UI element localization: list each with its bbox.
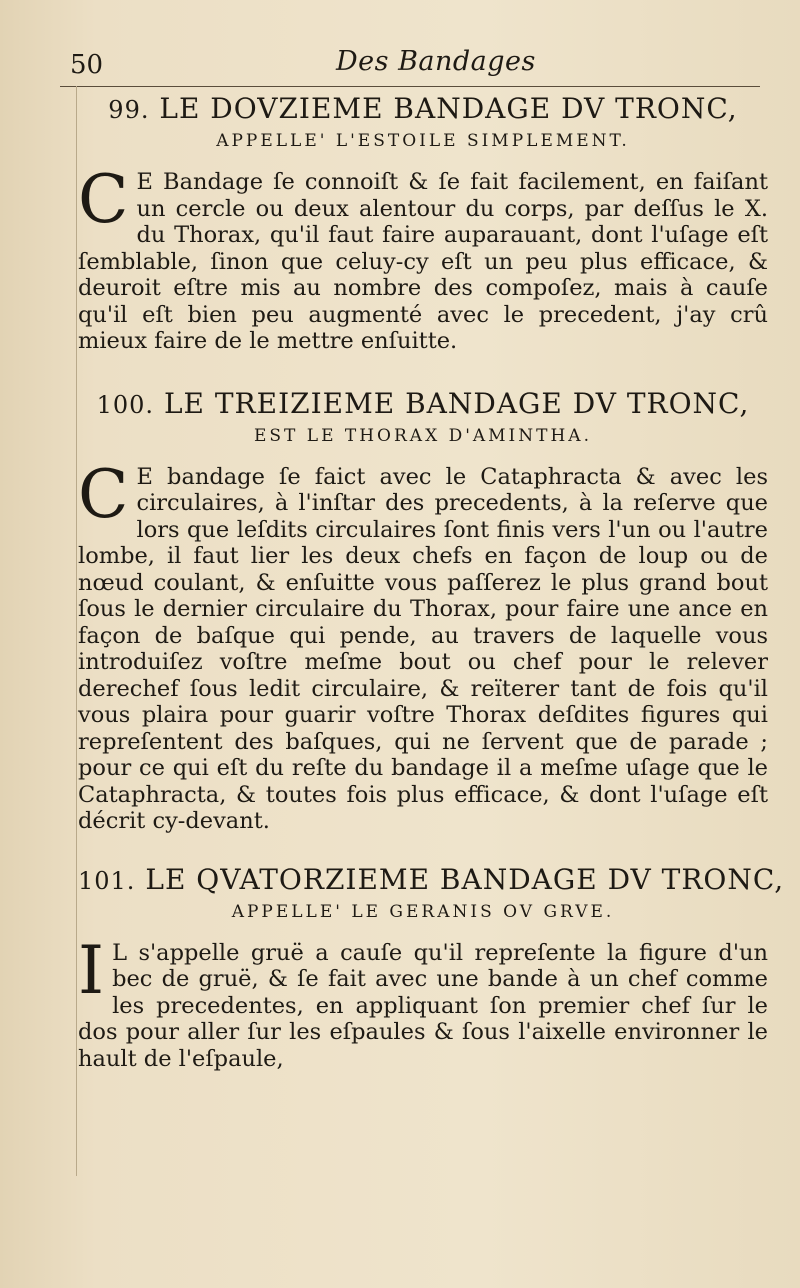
section-number: 101.: [78, 866, 136, 895]
section-title: LE TREIZIEME BANDAGE DV TRONC,: [163, 386, 750, 420]
paragraph-text: E Bandage ſe connoiſt & ſe fait facilement, en faiſant un cercle ou deux alentour du corps, par deſſus le X. du Thorax, qu'il faut faire auparauant, dont l'uſage eſt ſemblable, ſinon que celuy-cy eſt un peu plus efficace, & deuroit eſtre mis au nombre des compoſez, mais à cauſe qu'il eſt bien peu augmenté avec le precedent, j'ay crû mieux faire de le mettre enſuitte.: [78, 169, 768, 354]
section-number: 100.: [96, 390, 155, 419]
section-subtitle: APPELLE' L'ESTOILE SIMPLEMENT.: [216, 131, 630, 151]
section-heading: [78, 92, 768, 127]
text-block: [78, 92, 785, 1072]
section-101: [78, 862, 785, 1073]
section-paragraph: [78, 455, 768, 835]
section-number: 99.: [108, 96, 150, 124]
section-100: [78, 387, 768, 835]
drop-cap: I: [78, 931, 105, 1009]
section-subtitle: EST LE THORAX D'AMINTHA.: [253, 425, 592, 446]
drop-cap: C: [78, 161, 129, 238]
running-head: Des Bandages: [336, 46, 536, 77]
section-paragraph: [78, 161, 768, 355]
section-heading: [78, 862, 785, 898]
section-title: LE DOVZIEME BANDAGE DV TRONC,: [159, 92, 738, 125]
section-title: LE QVATORZIEME BANDAGE DV TRONC,: [145, 862, 785, 896]
section-heading: [78, 387, 768, 422]
section-99: [78, 92, 768, 355]
section-paragraph: [78, 931, 768, 1073]
paragraph-text: L s'appelle gruë a cauſe qu'il repreſente la figure d'un bec de gruë, & ſe fait avec une bande à un chef comme les precedentes, en appliquant ſon premier chef ſur le dos pour aller ſur les eſpaules & ſous l'aixelle environner le hault de l'eſpaule,: [78, 939, 768, 1072]
header-rule: [60, 86, 760, 87]
drop-cap: C: [78, 455, 129, 533]
left-margin-rule: [76, 86, 77, 1176]
section-subtitle: APPELLE' LE GERANIS OV GRVE.: [231, 901, 615, 922]
paragraph-text: E bandage ſe faict avec le Cataphracta & avec les circulaires, à l'inſtar des precedents, à la reſerve que lors que leſdits circulaires ſont finis vers l'un ou l'autre lombe, il faut lier les deux chefs en façon de loup ou de nœud coulant, & enſuitte vous paſſerez le plus grand bout ſous le dernier circulaire du Thorax, pour faire une ance en façon de baſque qui pende, au travers de laquelle vous introduiſez voſtre meſme bout ou chef pour le relever derechef ſous ledit circulaire, & reïterer tant de fois qu'il vous plaira pour guarir voſtre Thorax deſdites figures qui repreſentent des baſques, qui ne ſervent que de parade ; pour ce qui eſt du reſte du bandage il a meſme uſage que le Cataphracta, & toutes fois plus efficace, & dont l'uſage eſt décrit cy-devant.: [78, 463, 768, 834]
page-number: 50: [70, 50, 104, 80]
